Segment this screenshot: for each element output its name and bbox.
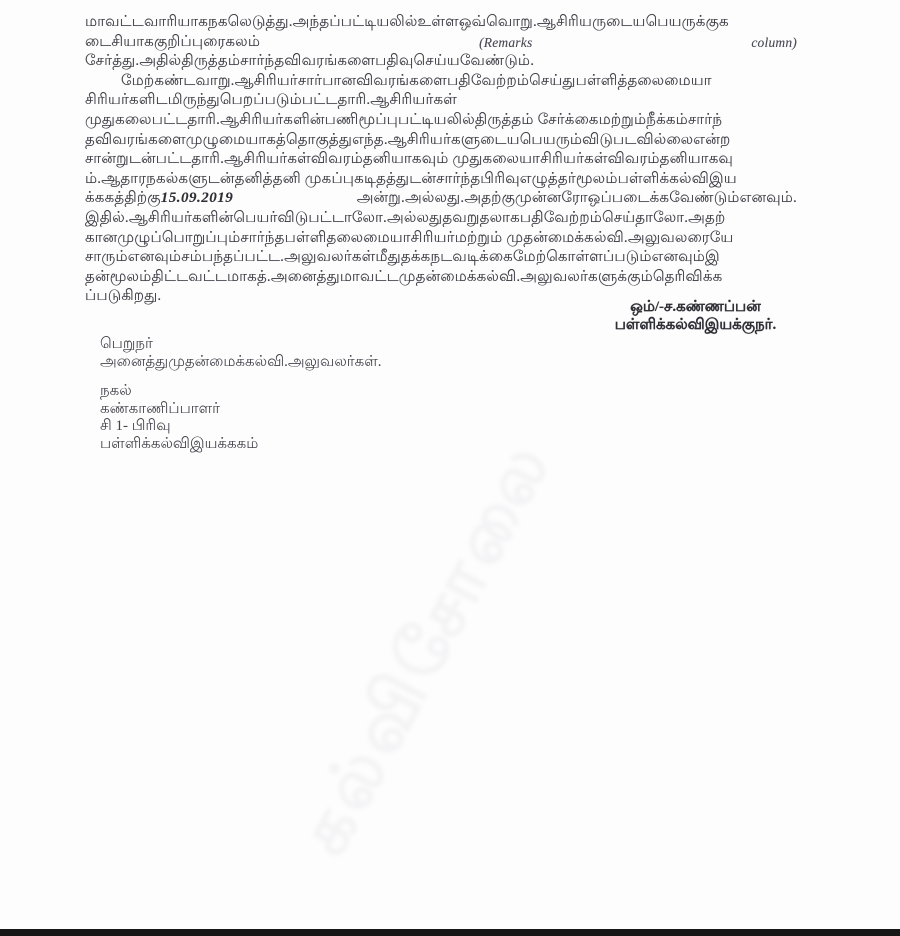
remarks-close-text: column) — [751, 34, 797, 50]
deadline-suffix: அன்று.அல்லது.அதற்குமுன்னரோஒப்படைக்கவேண்டும்எனவும். — [356, 190, 797, 207]
recipient-line: அனைத்துமுதன்மைக்கல்வி.அலுவலர்கள். — [100, 354, 382, 370]
body-line-6: முதுகலைபட்டதாரி.ஆசிரியர்களின்பணிமூப்புபட்டியலில்திருத்தம் சேர்க்கைமற்றும்நீக்கம்சார்ந் — [85, 111, 723, 128]
copy-line-2: சி 1- பிரிவு — [100, 418, 171, 434]
body-line-8: சான்றுடன்பட்டதாரி.ஆசிரியர்கள்விவரம்தனியாகவும் முதுகலையாசிரியர்கள்விவரம்தனியாகவு — [85, 151, 734, 168]
body-line-4: மேற்கண்டவாறு.ஆசிரியர்சார்பானவிவரங்களைபதிவேற்றம்செய்துபள்ளித்தலைமையா — [121, 72, 712, 89]
body-line-7: தவிவரங்களைமுழுமையாகத்தொகுத்துஎந்த.ஆசிரியர்களுடையபெயரும்விடுபடவில்லைஎன்ற — [85, 131, 731, 148]
recipient-heading: பெறுநர் — [100, 336, 153, 352]
body-line-5: சிரியர்களிடமிருந்துபெறப்படும்பட்டதாரி.ஆசிரியர்கள் — [85, 92, 458, 109]
body-line-11: இதில்.ஆசிரியர்களின்பெயர்விடுபட்டாலோ.அல்லதுதவறுதலாகபதிவேற்றம்செய்தாலோ.அதற் — [85, 209, 726, 226]
body-line-14: தன்மூலம்திட்டவட்டமாகத்.அனைத்துமாவட்டமுதன்மைக்கல்வி.அலுவலர்களுக்கும்தெரிவிக்க — [85, 268, 723, 285]
signatory-name: ஒம்/-ச.கண்ணப்பன் — [630, 299, 761, 315]
signature-block — [588, 299, 803, 334]
remarks-open-text: (Remarks — [479, 34, 533, 50]
deadline-date: 15.09.2019 — [160, 190, 234, 207]
recipient-block — [100, 336, 382, 372]
copy-block — [100, 383, 258, 453]
body-line-1: மாவட்டவாரியாகநகலெடுத்து.அந்தப்பட்டியலில்உள்ளஒவ்வொறு.ஆசிரியருடையபெயருக்குக — [85, 14, 729, 30]
scan-edge-bar — [0, 929, 900, 936]
body-line-2 — [85, 33, 797, 53]
body-line-9: ம்.ஆதாரநகல்களுடன்தனித்தனி முகப்புகடிதத்துடன்சார்ந்தபிரிவுஎழுத்தர்மூலம்பள்ளிக்கல்விஇய — [85, 170, 737, 187]
body-line-13: சாரும்எனவும்சம்பந்தப்பட்ட.அலுவலர்கள்மீதுதக்கநடவடிக்கைமேற்கொள்ளப்படும்எனவும்இ — [85, 249, 720, 266]
deadline-phrase — [85, 189, 233, 209]
diagonal-watermark: கல்விசோலை — [284, 428, 568, 868]
copy-heading: நகல் — [100, 383, 132, 399]
body-line-15: ப்படுகிறது. — [85, 288, 162, 305]
signatory-title: பள்ளிக்கல்விஇயக்குநர். — [614, 316, 777, 333]
remarks-label-tamil: டைசியாககுறிப்புரைகலம் — [85, 33, 261, 50]
copy-line-3: பள்ளிக்கல்விஇயக்ககம் — [100, 435, 259, 452]
letter-body — [85, 13, 797, 307]
copy-line-1: கண்காணிப்பாளர் — [100, 400, 220, 417]
body-line-12: கானமுழுப்பொறுப்பும்சார்ந்தபள்ளிதலைமையாசிரியர்மற்றும் முதன்மைக்கல்வி.அலுவலரையே — [85, 229, 734, 246]
body-line-10 — [85, 189, 797, 209]
deadline-prefix: க்ககத்திற்கு — [85, 190, 161, 207]
body-line-3: சேர்த்து.அதில்திருத்தம்சார்ந்தவிவரங்களைபதிவுசெய்யவேண்டும். — [85, 53, 535, 70]
